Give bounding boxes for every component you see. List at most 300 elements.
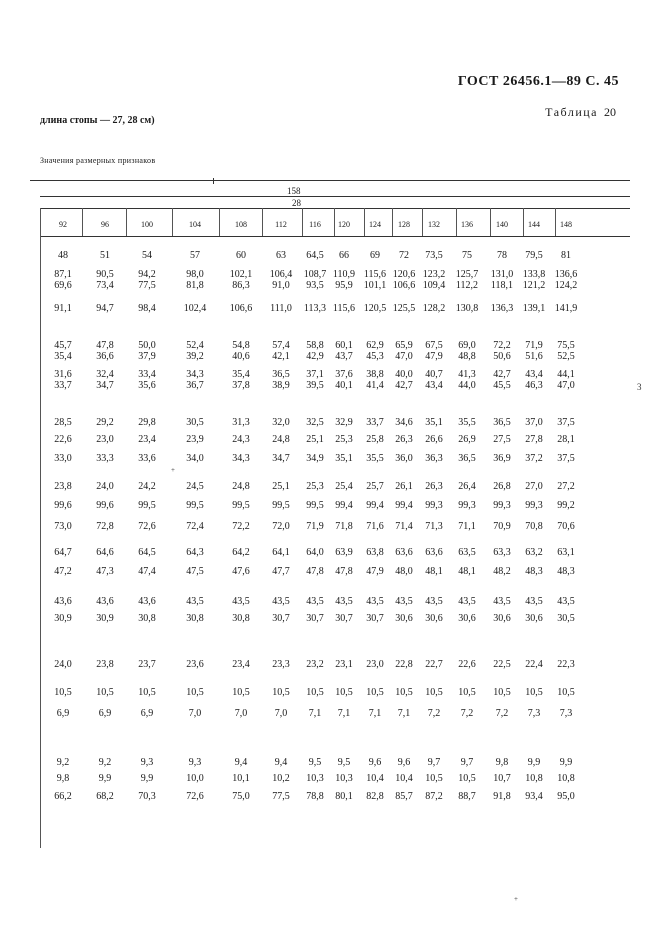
table-cell: 9,5 [337,757,351,768]
table-cell: 124,2 [554,280,578,291]
table-cell: 48,2 [493,566,511,577]
table-cell: 10,0 [186,773,204,784]
column-header: 104 [189,220,201,229]
table-cell: 45,5 [493,380,511,391]
table-cell: 10,5 [458,773,476,784]
table-cell: 99,6 [54,500,72,511]
table-cell: 75,0 [232,791,250,802]
table-cell: 28,5 [54,417,72,428]
table-cell: 72,4 [186,521,204,532]
table-cell: 64,7 [54,547,72,558]
table-cell: 99,5 [138,500,156,511]
table-cell: 41,4 [366,380,384,391]
table-cell: 47,9 [366,566,384,577]
table-cell: 43,5 [366,596,384,607]
table-cell: 25,3 [335,434,353,445]
table-cell: 10,7 [493,773,511,784]
table-cell: 7,3 [527,708,541,719]
table-cell: 42,9 [306,351,324,362]
table-cell: 30,6 [458,613,476,624]
table-cell: 72,2 [232,521,250,532]
table-cell: 7,1 [337,708,351,719]
table-cell: 64,1 [272,547,290,558]
table-cell: 69,6 [54,280,72,291]
table-cell: 99,2 [557,500,575,511]
table-cell: 38,8 [366,369,384,380]
table-cell: 10,4 [395,773,413,784]
group-label: 158 [287,186,301,196]
table-cell: 33,3 [96,453,114,464]
table-cell: 64,5 [306,250,324,261]
table-cell: 87,2 [425,791,443,802]
table-cell: 60 [236,250,246,261]
column-header: 148 [560,220,572,229]
margin-mark: 3 [637,382,642,392]
table-cell: 67,5 [425,340,443,351]
table-cell: 66,2 [54,791,72,802]
table-cell: 10,3 [335,773,353,784]
table-cell: 43,5 [306,596,324,607]
table-cell: 10,8 [525,773,543,784]
column-header: 140 [496,220,508,229]
table-cell: 10,5 [54,687,72,698]
table-cell: 48,0 [395,566,413,577]
table-cell: 36,3 [425,453,443,464]
table-cell: 131,0 [490,269,514,280]
table-cell: 34,6 [395,417,413,428]
table-cell: 63,2 [525,547,543,558]
table-cell: 90,5 [96,269,114,280]
table-cell: 63,6 [395,547,413,558]
table-cell: 30,7 [272,613,290,624]
table-cell: 35,5 [458,417,476,428]
table-cell: 26,8 [493,481,511,492]
table-cell: 47,2 [54,566,72,577]
table-cell: 10,5 [366,687,384,698]
table-cell: 34,7 [96,380,114,391]
table-cell: 47,5 [186,566,204,577]
table-cell: 118,1 [490,280,514,291]
table-cell: 44,1 [557,369,575,380]
table-cell: 93,4 [525,791,543,802]
table-cell: 39,2 [186,351,204,362]
table-cell: 23,1 [335,659,353,670]
table-cell: 112,2 [455,280,479,291]
table-cell: 71,9 [525,340,543,351]
table-cell: 47,8 [96,340,114,351]
table-cell: 7,0 [234,708,248,719]
table-cell: 40,7 [425,369,443,380]
table-cell: 43,6 [54,596,72,607]
table-cell: 63,8 [366,547,384,558]
table-cell: 10,5 [395,687,413,698]
table-cell: 30,6 [395,613,413,624]
table-cell: 99,5 [186,500,204,511]
table-cell: 87,1 [54,269,72,280]
table-cell: 66 [339,250,349,261]
column-header: 116 [309,220,321,229]
table-cell: 42,7 [395,380,413,391]
table-cell: 99,4 [335,500,353,511]
column-header: 108 [235,220,247,229]
table-cell: 24,0 [96,481,114,492]
table-cell: 25,4 [335,481,353,492]
table-cell: 43,5 [335,596,353,607]
table-cell: 139,1 [522,303,546,314]
table-cell: 7,3 [559,708,573,719]
table-cell: 24,5 [186,481,204,492]
table-cell: 10,5 [557,687,575,698]
table-cell: 37,5 [557,417,575,428]
table-cell: 36,7 [186,380,204,391]
table-cell: 47,6 [232,566,250,577]
table-cell: 30,9 [96,613,114,624]
table-cell: 9,9 [140,773,154,784]
table-top-rule [30,180,630,181]
table-cell: 10,5 [335,687,353,698]
table-cell: 125,5 [392,303,416,314]
table-cell: 10,5 [425,773,443,784]
group-rule [40,196,630,197]
table-cell: 71,9 [306,521,324,532]
table-cell: 64,6 [96,547,114,558]
table-cell: 27,5 [493,434,511,445]
table-cell: 10,5 [272,687,290,698]
table-cell: 64,2 [232,547,250,558]
table-cell: 35,5 [366,453,384,464]
table-cell: 47,0 [395,351,413,362]
table-cell: 41,3 [458,369,476,380]
table-cell: 26,3 [395,434,413,445]
table-cell: 85,7 [395,791,413,802]
table-cell: 79,5 [525,250,543,261]
subgroup-rule [40,208,630,209]
table-cell: 35,1 [335,453,353,464]
table-cell: 99,4 [366,500,384,511]
table-cell: 60,1 [335,340,353,351]
table-cell: 47,4 [138,566,156,577]
table-cell: 78 [497,250,507,261]
table-cell: 29,8 [138,417,156,428]
subtitle: длина стопы — 27, 28 см) [40,115,155,126]
table-cell: 43,5 [272,596,290,607]
table-cell: 24,8 [232,481,250,492]
table-cell: 69 [370,250,380,261]
table-cell: 108,7 [303,269,327,280]
table-cell: 30,6 [525,613,543,624]
table-cell: 47,0 [557,380,575,391]
table-cell: 98,4 [138,303,156,314]
table-cell: 23,9 [186,434,204,445]
table-cell: 43,6 [138,596,156,607]
table-cell: 30,7 [335,613,353,624]
table-cell: 51,6 [525,351,543,362]
table-cell: 26,3 [425,481,443,492]
table-cell: 10,4 [366,773,384,784]
table-cell: 35,4 [232,369,250,380]
table-cell: 24,0 [54,659,72,670]
table-cell: 95,9 [335,280,353,291]
table-cell: 7,2 [427,708,441,719]
table-cell: 9,6 [368,757,382,768]
table-cell: 6,9 [98,708,112,719]
table-cell: 136,3 [490,303,514,314]
table-cell: 37,1 [306,369,324,380]
table-cell: 106,6 [229,303,253,314]
table-cell: 44,0 [458,380,476,391]
table-cell: 43,4 [425,380,443,391]
table-cell: 22,8 [395,659,413,670]
table-cell: 70,8 [525,521,543,532]
table-cell: 71,8 [335,521,353,532]
table-cell: 43,7 [335,351,353,362]
table-cell: 45,7 [54,340,72,351]
table-cell: 65,9 [395,340,413,351]
table-cell: 47,3 [96,566,114,577]
table-cell: 9,4 [274,757,288,768]
table-cell: 58,8 [306,340,324,351]
table-cell: 91,1 [54,303,72,314]
table-cell: 33,4 [138,369,156,380]
table-cell: 43,6 [96,596,114,607]
table-cell: 36,5 [272,369,290,380]
table-cell: 30,6 [493,613,511,624]
table-cell: 32,9 [335,417,353,428]
table-cell: 22,6 [54,434,72,445]
table-cell: 7,2 [495,708,509,719]
column-tick [213,178,214,184]
column-header: 144 [528,220,540,229]
table-cell: 9,9 [98,773,112,784]
table-cell: 6,9 [56,708,70,719]
table-cell: 71,3 [425,521,443,532]
table-cell: 54 [142,250,152,261]
table-cell: 9,3 [188,757,202,768]
table-cell: 72,6 [138,521,156,532]
table-cell: 25,1 [272,481,290,492]
table-cell: 47,7 [272,566,290,577]
table-cell: 64,0 [306,547,324,558]
table-cell: 133,8 [522,269,546,280]
table-cell: 24,2 [138,481,156,492]
table-cell: 23,4 [138,434,156,445]
table-cell: 63,3 [493,547,511,558]
table-cell: 128,2 [422,303,446,314]
table-cell: 43,4 [525,369,543,380]
table-cell: 102,4 [183,303,207,314]
table-cell: 63,9 [335,547,353,558]
table-cell: 63,6 [425,547,443,558]
table-cell: 30,8 [186,613,204,624]
column-header: 112 [275,220,287,229]
table-cell: 22,4 [525,659,543,670]
table-cell: 33,7 [366,417,384,428]
table-cell: 109,4 [422,280,446,291]
table-cell: 52,4 [186,340,204,351]
table-cell: 46,3 [525,380,543,391]
table-label-text: Таблица [545,105,598,119]
table-cell: 36,6 [96,351,114,362]
table-cell: 48,3 [557,566,575,577]
table-cell: 71,1 [458,521,476,532]
table-cell: 25,7 [366,481,384,492]
column-header: 136 [461,220,473,229]
table-cell: 48,3 [525,566,543,577]
table-cell: 9,8 [495,757,509,768]
table-cell: 57,4 [272,340,290,351]
artifact-mark: + [171,466,175,474]
table-cell: 70,9 [493,521,511,532]
table-cell: 130,8 [455,303,479,314]
table-cell: 69,0 [458,340,476,351]
table-cell: 9,7 [460,757,474,768]
table-cell: 43,5 [557,596,575,607]
table-cell: 9,3 [140,757,154,768]
table-cell: 10,5 [493,687,511,698]
table-cell: 9,4 [234,757,248,768]
table-cell: 115,6 [332,303,356,314]
table-cell: 72 [399,250,409,261]
table-cell: 10,5 [186,687,204,698]
table-cell: 42,1 [272,351,290,362]
table-cell: 10,5 [96,687,114,698]
table-cell: 27,2 [557,481,575,492]
table-cell: 9,6 [397,757,411,768]
table-cell: 30,7 [306,613,324,624]
table-cell: 48 [58,250,68,261]
table-cell: 25,3 [306,481,324,492]
table-cell: 10,3 [306,773,324,784]
table-cell: 30,6 [425,613,443,624]
table-cell: 23,8 [54,481,72,492]
table-cell: 101,1 [363,280,387,291]
caption: Значения размерных признаков [40,156,156,165]
table-cell: 141,9 [554,303,578,314]
table-cell: 28,1 [557,434,575,445]
table-cell: 43,5 [458,596,476,607]
table-cell: 7,0 [274,708,288,719]
table-cell: 33,7 [54,380,72,391]
table-cell: 32,5 [306,417,324,428]
table-cell: 75,5 [557,340,575,351]
table-cell: 62,9 [366,340,384,351]
table-cell: 30,5 [186,417,204,428]
subgroup-label: 28 [292,198,301,208]
table-cell: 106,4 [269,269,293,280]
table-cell: 43,5 [186,596,204,607]
table-cell: 34,3 [232,453,250,464]
column-header: 128 [398,220,410,229]
table-cell: 51 [100,250,110,261]
table-cell: 63,5 [458,547,476,558]
table-cell: 73,5 [425,250,443,261]
table-cell: 26,6 [425,434,443,445]
table-cell: 63,1 [557,547,575,558]
table-cell: 111,0 [270,303,292,314]
table-cell: 7,0 [188,708,202,719]
table-cell: 99,3 [425,500,443,511]
table-cell: 43,5 [395,596,413,607]
table-cell: 33,6 [138,453,156,464]
table-cell: 99,3 [525,500,543,511]
table-cell: 35,1 [425,417,443,428]
table-cell: 26,4 [458,481,476,492]
table-cell: 30,8 [232,613,250,624]
table-cell: 64,3 [186,547,204,558]
table-cell: 22,6 [458,659,476,670]
table-cell: 68,2 [96,791,114,802]
table-cell: 43,5 [425,596,443,607]
table-cell: 99,6 [96,500,114,511]
table-cell: 10,5 [458,687,476,698]
table-cell: 77,5 [138,280,156,291]
header-bottom-rule [40,236,630,237]
table-cell: 54,8 [232,340,250,351]
table-cell: 72,0 [272,521,290,532]
table-cell: 70,6 [557,521,575,532]
table-cell: 110,9 [332,269,356,280]
table-cell: 34,3 [186,369,204,380]
table-cell: 71,4 [395,521,413,532]
table-cell: 26,9 [458,434,476,445]
table-cell: 23,8 [96,659,114,670]
table-cell: 72,2 [493,340,511,351]
table-cell: 10,5 [425,687,443,698]
table-cell: 63 [276,250,286,261]
table-cell: 47,8 [306,566,324,577]
table-cell: 136,6 [554,269,578,280]
table-cell: 10,1 [232,773,250,784]
table-cell: 10,5 [525,687,543,698]
table-cell: 72,6 [186,791,204,802]
table-cell: 25,1 [306,434,324,445]
table-cell: 81 [561,250,571,261]
table-cell: 24,8 [272,434,290,445]
table-cell: 7,1 [368,708,382,719]
table-cell: 93,5 [306,280,324,291]
table-cell: 48,8 [458,351,476,362]
table-cell: 81,8 [186,280,204,291]
table-cell: 40,0 [395,369,413,380]
table-cell: 33,0 [54,453,72,464]
table-cell: 71,6 [366,521,384,532]
table-cell: 9,2 [98,757,112,768]
table-cell: 37,5 [557,453,575,464]
table-cell: 120,6 [392,269,416,280]
table-cell: 7,2 [460,708,474,719]
table-cell: 88,7 [458,791,476,802]
table-cell: 35,4 [54,351,72,362]
table-cell: 43,5 [493,596,511,607]
table-cell: 120,5 [363,303,387,314]
table-cell: 64,5 [138,547,156,558]
table-cell: 73,4 [96,280,114,291]
table-cell: 43,5 [525,596,543,607]
table-cell: 121,2 [522,280,546,291]
table-cell: 26,1 [395,481,413,492]
table-cell: 47,9 [425,351,443,362]
table-cell: 23,6 [186,659,204,670]
table-cell: 10,5 [306,687,324,698]
table-number: 20 [604,105,616,119]
table-cell: 23,2 [306,659,324,670]
table-cell: 37,0 [525,417,543,428]
table-cell: 94,2 [138,269,156,280]
table-cell: 30,8 [138,613,156,624]
table-cell: 37,8 [232,380,250,391]
column-header: 124 [369,220,381,229]
table-cell: 77,5 [272,791,290,802]
